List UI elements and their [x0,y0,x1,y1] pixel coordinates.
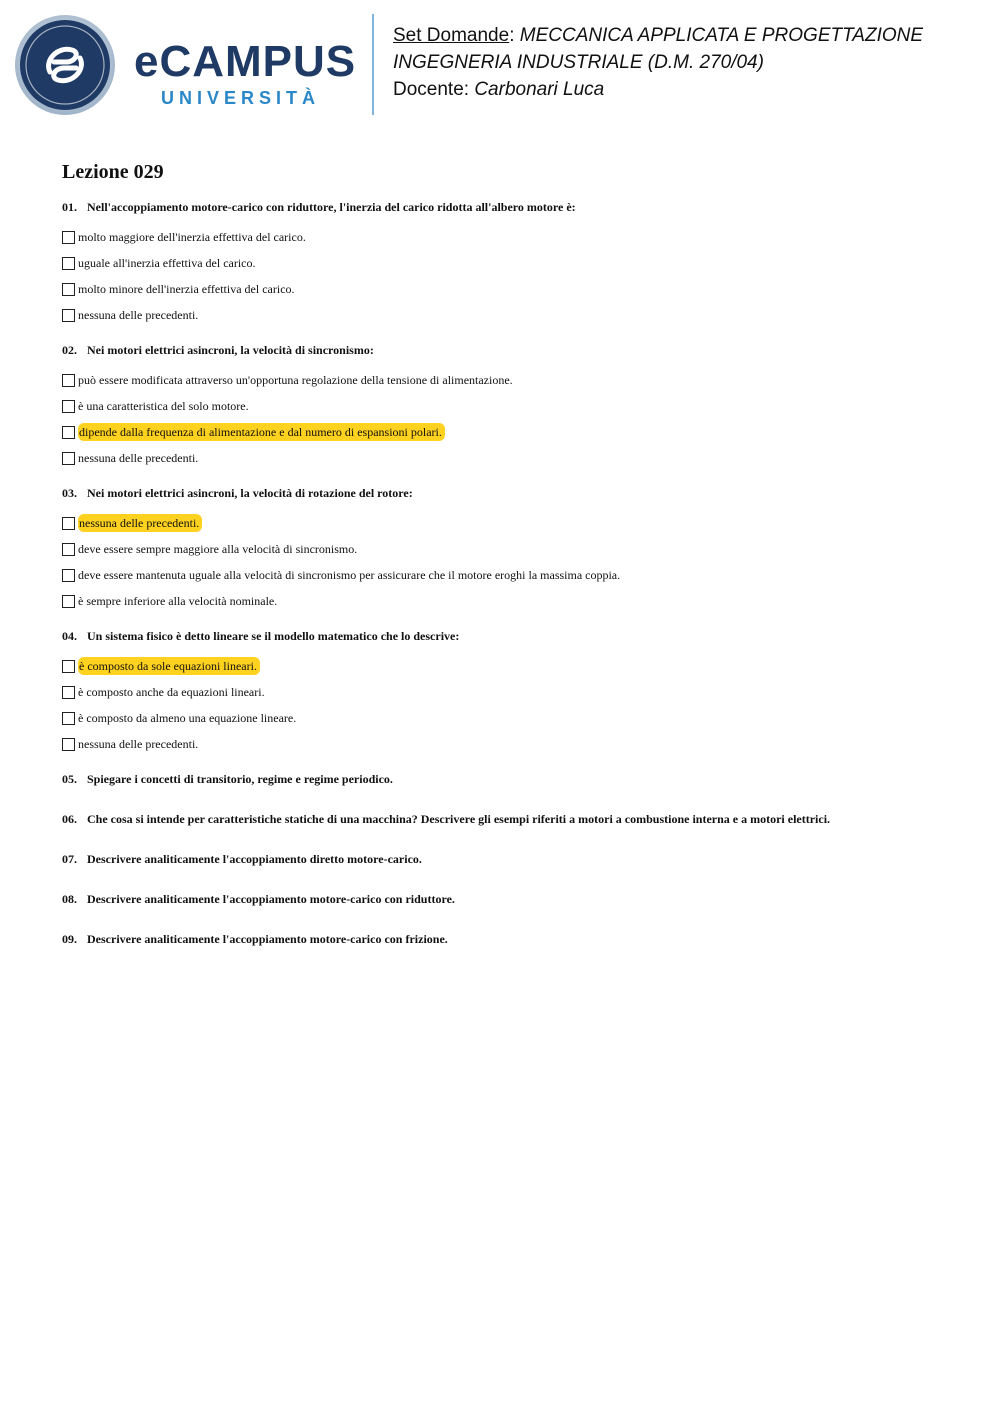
question-02 [62,342,962,471]
docente-label: Docente: [393,79,470,100]
question-04 [62,628,962,757]
question-prompt: Descrivere analiticamente l'accoppiamento motore-carico con frizione. [87,932,448,946]
answer-option[interactable] [62,445,962,471]
answer-checkbox[interactable] [62,309,75,322]
answer-checkbox[interactable] [62,712,75,725]
answer-text: molto maggiore dell'inerzia effettiva del carico. [78,230,306,244]
set-label: Set Domande [393,25,510,46]
answer-checkbox[interactable] [62,452,75,465]
ecampus-wordmark [134,37,357,109]
answer-option[interactable] [62,419,962,445]
logo-subtitle: UNIVERSITÀ [161,88,321,108]
answer-text: dipende dalla frequenza di alimentazione e dal numero di espansioni polari. [78,423,445,441]
answer-checkbox[interactable] [62,374,75,387]
page-header [0,0,1000,130]
header-divider [372,14,374,115]
set-value-line1: MECCANICA APPLICATA E PROGETTAZIONE [519,25,924,46]
question-text [62,342,962,358]
answer-option[interactable] [62,510,962,536]
question-number: 05. [62,772,77,786]
question-prompt: Un sistema fisico è detto lineare se il modello matematico che lo descrive: [87,629,460,643]
answer-option[interactable] [62,562,962,588]
answer-option[interactable] [62,302,962,328]
question-text [62,931,962,947]
question-08 [62,891,962,907]
question-number: 02. [62,343,77,357]
question-number: 09. [62,932,77,946]
question-07 [62,851,962,867]
question-number: 08. [62,892,77,906]
answer-option[interactable] [62,588,962,614]
question-number: 06. [62,812,77,826]
colon: : [509,25,520,46]
answer-text: è sempre inferiore alla velocità nominale. [78,594,278,608]
answer-text: è composto da sole equazioni lineari. [78,657,260,675]
answer-text: è composto anche da equazioni lineari. [78,685,265,699]
answer-text: è una caratteristica del solo motore. [78,399,249,413]
question-text [62,811,962,827]
answer-checkbox[interactable] [62,283,75,296]
question-prompt: Descrivere analiticamente l'accoppiamento diretto motore-carico. [87,852,422,866]
ecampus-emblem-icon [14,14,116,116]
answer-option[interactable] [62,653,962,679]
answer-checkbox[interactable] [62,569,75,582]
answer-text: nessuna delle precedenti. [78,308,199,322]
question-prompt: Nell'accoppiamento motore-carico con riduttore, l'inerzia del carico ridotta all'albero motore è: [87,200,576,214]
question-text [62,485,962,501]
question-prompt: Spiegare i concetti di transitorio, regime e regime periodico. [87,772,393,786]
question-number: 01. [62,200,77,214]
set-value-line2: INGEGNERIA INDUSTRIALE (D.M. 270/04) [393,52,764,73]
answer-text: deve essere mantenuta uguale alla velocità di sincronismo per assicurare che il motore eroghi la massima coppia. [78,568,621,582]
question-01 [62,199,962,328]
answer-checkbox[interactable] [62,517,75,530]
answer-option[interactable] [62,367,962,393]
question-prompt: Nei motori elettrici asincroni, la velocità di rotazione del rotore: [87,486,413,500]
question-text [62,771,962,787]
answer-checkbox[interactable] [62,543,75,556]
answer-checkbox[interactable] [62,595,75,608]
logo-brand: eCAMPUS [134,37,357,86]
question-prompt: Descrivere analiticamente l'accoppiamento motore-carico con riduttore. [87,892,455,906]
answer-option[interactable] [62,536,962,562]
question-text [62,199,962,215]
docente-line [393,76,983,103]
question-09 [62,931,962,947]
question-text [62,891,962,907]
answer-option[interactable] [62,679,962,705]
answer-option[interactable] [62,731,962,757]
answer-text: può essere modificata attraverso un'opportuna regolazione della tensione di alimentazione. [78,373,513,387]
answer-checkbox[interactable] [62,400,75,413]
answer-checkbox[interactable] [62,738,75,751]
answer-option[interactable] [62,276,962,302]
question-text [62,851,962,867]
question-05 [62,771,962,787]
question-text [62,628,962,644]
question-sheet [62,158,962,971]
answer-text: uguale all'inerzia effettiva del carico. [78,256,256,270]
answer-text: nessuna delle precedenti. [78,514,202,532]
question-number: 03. [62,486,77,500]
answer-option[interactable] [62,224,962,250]
answer-option[interactable] [62,393,962,419]
answer-option[interactable] [62,250,962,276]
question-03 [62,485,962,614]
question-06 [62,811,962,827]
course-info [393,22,983,103]
question-number: 04. [62,629,77,643]
lesson-title: Lezione 029 [62,161,164,183]
answer-text: deve essere sempre maggiore alla velocità di sincronismo. [78,542,358,556]
answer-checkbox[interactable] [62,686,75,699]
question-prompt: Che cosa si intende per caratteristiche statiche di una macchina? Descrivere gli esempi riferiti a motori a combustione interna e a motori elettrici. [87,812,831,826]
answer-checkbox[interactable] [62,426,75,439]
docente-value: Carbonari Luca [474,79,605,100]
answer-text: nessuna delle precedenti. [78,451,199,465]
question-prompt: Nei motori elettrici asincroni, la velocità di sincronismo: [87,343,374,357]
answer-checkbox[interactable] [62,257,75,270]
question-number: 07. [62,852,77,866]
answer-text: nessuna delle precedenti. [78,737,199,751]
answer-text: è composto da almeno una equazione lineare. [78,711,297,725]
course-set-line [393,22,983,49]
answer-option[interactable] [62,705,962,731]
answer-checkbox[interactable] [62,660,75,673]
answer-checkbox[interactable] [62,231,75,244]
answer-text: molto minore dell'inerzia effettiva del carico. [78,282,295,296]
